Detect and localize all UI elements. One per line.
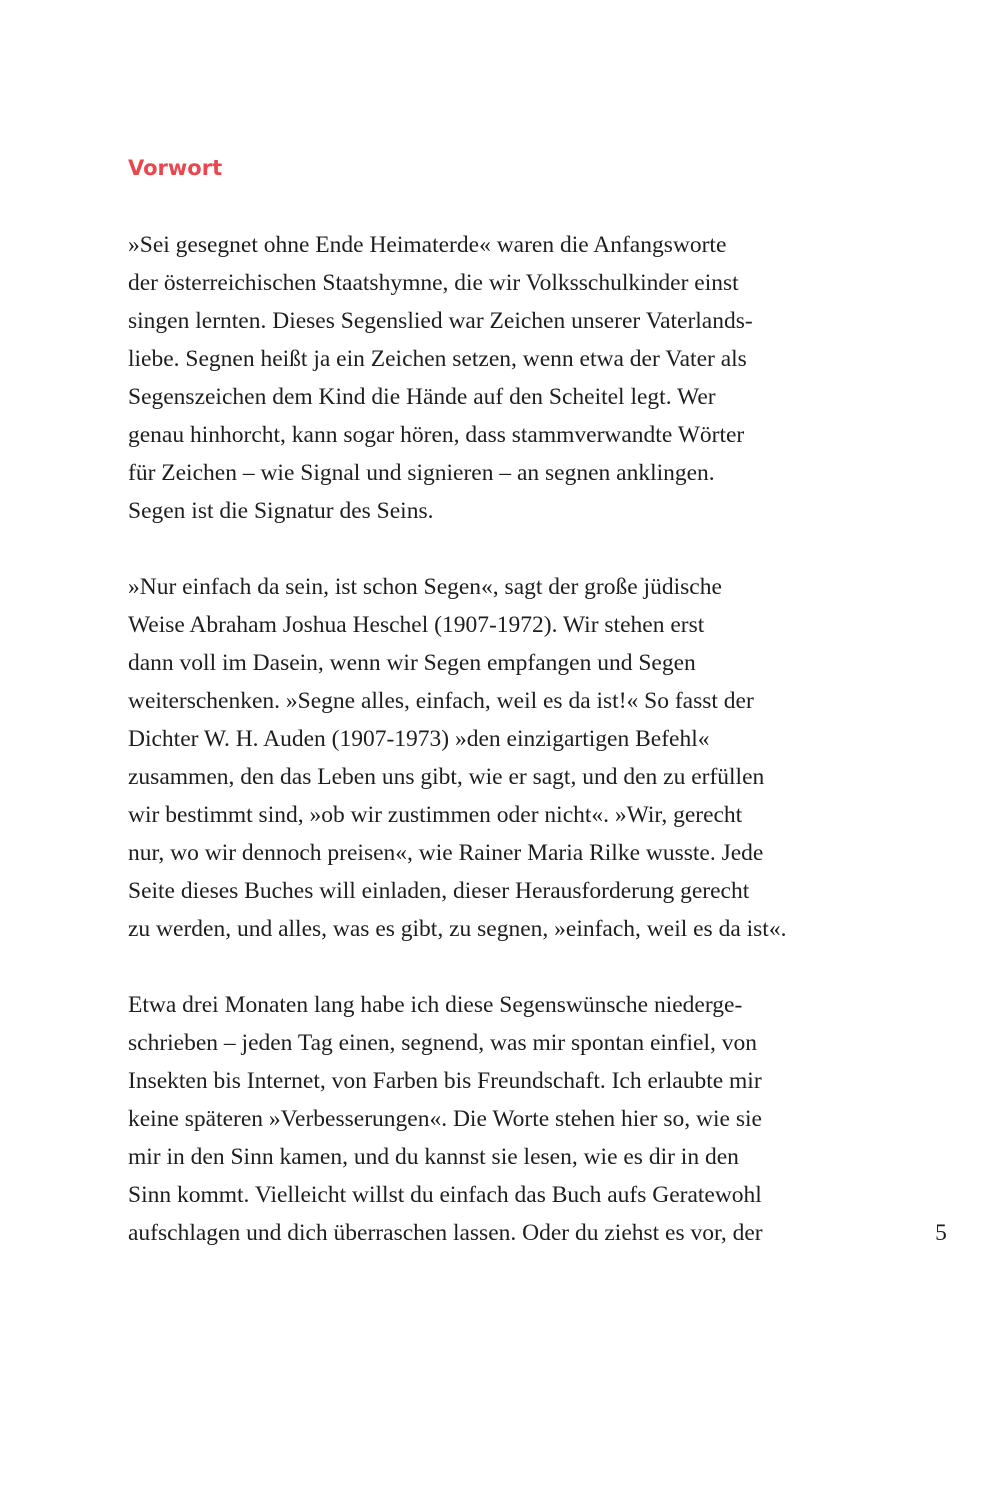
text-line: keine späteren »Verbesserungen«. Die Worte stehen hier so, wie sie — [128, 1106, 762, 1132]
text-line: nur, wo wir dennoch preisen«, wie Rainer Maria Rilke wusste. Jede — [128, 840, 764, 866]
text-line: genau hinhorcht, kann sogar hören, dass stammverwandte Wörter — [128, 422, 745, 448]
text-line: Segen ist die Signatur des Seins. — [128, 498, 434, 524]
body-text — [128, 226, 828, 1290]
text-line: liebe. Segnen heißt ja ein Zeichen setzen, wenn etwa der Vater als — [128, 346, 747, 372]
text-line: Segenszeichen dem Kind die Hände auf den Scheitel legt. Wer — [128, 384, 716, 410]
text-line: zusammen, den das Leben uns gibt, wie er sagt, und den zu erfüllen — [128, 764, 765, 790]
text-line: für Zeichen – wie Signal und signieren – an segnen anklingen. — [128, 460, 715, 486]
page-number: 5 — [935, 1220, 947, 1246]
text-line: der österreichischen Staatshymne, die wir Volksschulkinder einst — [128, 270, 739, 296]
text-line: Weise Abraham Joshua Heschel (1907-1972). Wir stehen erst — [128, 612, 705, 638]
paragraph — [128, 986, 828, 1252]
text-line: schrieben – jeden Tag einen, segnend, was mir spontan einfiel, von — [128, 1030, 757, 1056]
text-line: mir in den Sinn kamen, und du kannst sie lesen, wie es dir in den — [128, 1144, 739, 1170]
text-line: Etwa drei Monaten lang habe ich diese Segenswünsche niederge- — [128, 992, 743, 1018]
text-line: dann voll im Dasein, wenn wir Segen empfangen und Segen — [128, 650, 696, 676]
paragraph — [128, 226, 828, 530]
text-line: Sinn kommt. Vielleicht willst du einfach das Buch aufs Geratewohl — [128, 1182, 762, 1208]
chapter-heading: Vorwort — [128, 156, 223, 180]
text-line: wir bestimmt sind, »ob wir zustimmen oder nicht«. »Wir, gerecht — [128, 802, 743, 828]
text-line: »Sei gesegnet ohne Ende Heimaterde« waren die Anfangsworte — [128, 232, 727, 258]
text-line: Insekten bis Internet, von Farben bis Freundschaft. Ich erlaubte mir — [128, 1068, 762, 1094]
text-line: »Nur einfach da sein, ist schon Segen«, sagt der große jüdische — [128, 574, 722, 600]
text-line: Dichter W. H. Auden (1907-1973) »den einzigartigen Befehl« — [128, 726, 710, 752]
text-line: aufschlagen und dich überraschen lassen. Oder du ziehst es vor, der — [128, 1220, 763, 1246]
text-line: Seite dieses Buches will einladen, dieser Herausforderung gerecht — [128, 878, 750, 904]
text-line: singen lernten. Dieses Segenslied war Zeichen unserer Vaterlands- — [128, 308, 753, 334]
paragraph — [128, 568, 828, 948]
text-line: weiterschenken. »Segne alles, einfach, weil es da ist!« So fasst der — [128, 688, 754, 714]
text-line: zu werden, und alles, was es gibt, zu segnen, »einfach, weil es da ist«. — [128, 916, 787, 942]
